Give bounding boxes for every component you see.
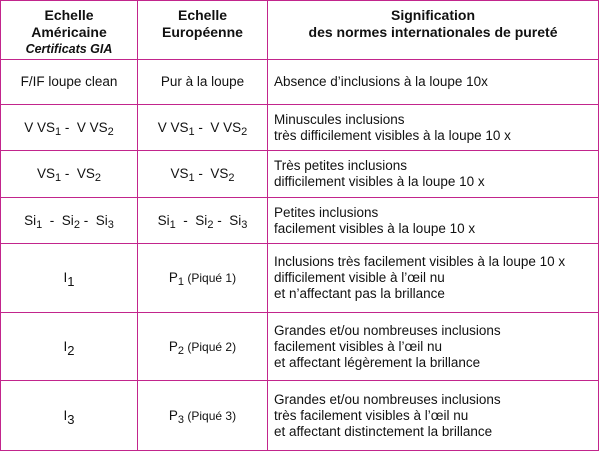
grade-part: Si: [61, 212, 74, 228]
header-european-line1: Echelle: [177, 7, 228, 23]
european-grade: [138, 244, 268, 313]
grade-part: V VS: [24, 119, 55, 135]
grade-sub: 3: [107, 218, 114, 231]
grade-sep: -: [61, 166, 77, 181]
grade-sub: 2: [107, 125, 114, 138]
american-grade: [1, 313, 138, 381]
european-grade: [138, 381, 268, 451]
grade-part: Si: [24, 212, 37, 228]
meaning-cell: [268, 244, 599, 313]
header-american-line2: Américaine: [31, 24, 107, 40]
desc-line: Très petites inclusions: [274, 158, 408, 173]
desc-line: Absence d’inclusions à la loupe 10x: [274, 74, 488, 89]
american-grade: [1, 151, 138, 198]
header-meaning: [268, 1, 599, 60]
grade-part: VS: [170, 166, 189, 181]
grade-sep: -: [79, 212, 96, 228]
grade-sub: 1: [177, 276, 185, 288]
desc-line: Minuscules inclusions: [274, 111, 405, 127]
table-row: [1, 381, 599, 451]
desc-line: Grandes et/ou nombreuses inclusions: [274, 391, 501, 407]
american-grade: [1, 105, 138, 151]
grade-sub: 1: [169, 218, 176, 231]
european-grade: [138, 313, 268, 381]
grade-note: (Piqué 2): [184, 339, 237, 354]
grade-part: P: [168, 407, 178, 423]
grade-part: Si: [195, 212, 208, 228]
grade-note: (Piqué 3): [184, 408, 237, 423]
grade-part: P: [168, 270, 178, 285]
grade-sub: 3: [177, 413, 185, 426]
grade-part: I: [63, 407, 68, 423]
desc-line: très difficilement visibles à la loupe 10 x: [274, 127, 511, 143]
meaning-cell: [268, 60, 599, 105]
grade-note: (Piqué 1): [184, 271, 237, 285]
grade-part: Si: [229, 212, 242, 228]
header-american-line1: Echelle: [44, 7, 94, 23]
grade-text: Pur à la loupe: [160, 74, 245, 89]
grade-sep: -: [194, 166, 211, 181]
desc-line: facilement visibles à la loupe 10 x: [274, 220, 476, 236]
grade-sub: 1: [55, 172, 62, 184]
meaning-cell: [268, 313, 599, 381]
desc-line: Petites inclusions: [274, 204, 379, 220]
grade-sep: -: [42, 212, 62, 228]
meaning-cell: [268, 151, 599, 198]
meaning-cell: [268, 105, 599, 151]
american-grade: [1, 381, 138, 451]
header-row: [1, 1, 599, 60]
grade-sep: -: [175, 212, 196, 228]
grade-sub: 3: [241, 218, 248, 231]
grade-text: F/IF loupe clean: [20, 74, 118, 89]
grade-part: P: [168, 338, 178, 354]
desc-line: très facilement visibles à l’œil nu: [274, 407, 469, 423]
grade-part: V VS: [210, 119, 242, 135]
table-row: [1, 60, 599, 105]
desc-line: difficilement visible à l’œil nu: [274, 270, 445, 285]
grade-part: Si: [157, 212, 170, 228]
grade-sub: 1: [67, 274, 75, 289]
grade-part: VS: [210, 166, 229, 181]
grade-part: V VS: [76, 119, 108, 135]
desc-line: difficilement visibles à la loupe 10 x: [274, 174, 485, 189]
table-row: [1, 198, 599, 244]
table-row: [1, 105, 599, 151]
european-grade: [138, 198, 268, 244]
grade-sub: 2: [73, 218, 80, 231]
grade-sep: -: [61, 119, 77, 135]
header-meaning-line1: Signification: [391, 7, 475, 23]
header-european: [138, 1, 268, 60]
grade-sub: 1: [36, 218, 43, 231]
desc-line: facilement visibles à l’œil nu: [274, 338, 443, 354]
grade-sub: 3: [67, 411, 75, 427]
european-grade: [138, 105, 268, 151]
grade-part: Si: [95, 212, 108, 228]
header-american: [1, 1, 138, 60]
desc-line: et affectant distinctement la brillance: [274, 423, 493, 439]
grade-sub: 2: [177, 344, 185, 357]
american-grade: [1, 198, 138, 244]
table-row: [1, 244, 599, 313]
grade-sub: 2: [241, 125, 248, 138]
american-grade: [1, 60, 138, 105]
european-grade: [138, 151, 268, 198]
meaning-cell: [268, 381, 599, 451]
grade-sub: 2: [67, 342, 75, 358]
meaning-cell: [268, 198, 599, 244]
grade-part: V VS: [157, 119, 189, 135]
desc-line: et affectant légèrement la brillance: [274, 354, 481, 370]
grade-sep: -: [213, 212, 230, 228]
grade-sub: 2: [228, 172, 235, 184]
desc-line: et n’affectant pas la brillance: [274, 286, 445, 301]
header-meaning-line2: des normes internationales de pureté: [308, 24, 558, 40]
table-row: [1, 151, 599, 198]
grade-part: VS: [76, 166, 95, 181]
european-grade: [138, 60, 268, 105]
grade-sub: 2: [94, 172, 102, 184]
grade-part: VS: [36, 166, 55, 181]
grade-sep: -: [194, 119, 211, 135]
grade-sub: 1: [188, 172, 195, 184]
american-grade: [1, 244, 138, 313]
grade-sub: 1: [188, 125, 195, 138]
grade-sub: 2: [207, 218, 214, 231]
grade-part: I: [63, 338, 68, 354]
grade-sub: 1: [55, 125, 62, 138]
desc-line: Grandes et/ou nombreuses inclusions: [274, 322, 501, 338]
header-american-sub: Certificats GIA: [25, 42, 113, 56]
header-european-line2: Européenne: [162, 24, 243, 40]
table-row: [1, 313, 599, 381]
grade-part: I: [63, 270, 68, 285]
desc-line: Inclusions très facilement visibles à la loupe 10 x: [274, 254, 566, 269]
